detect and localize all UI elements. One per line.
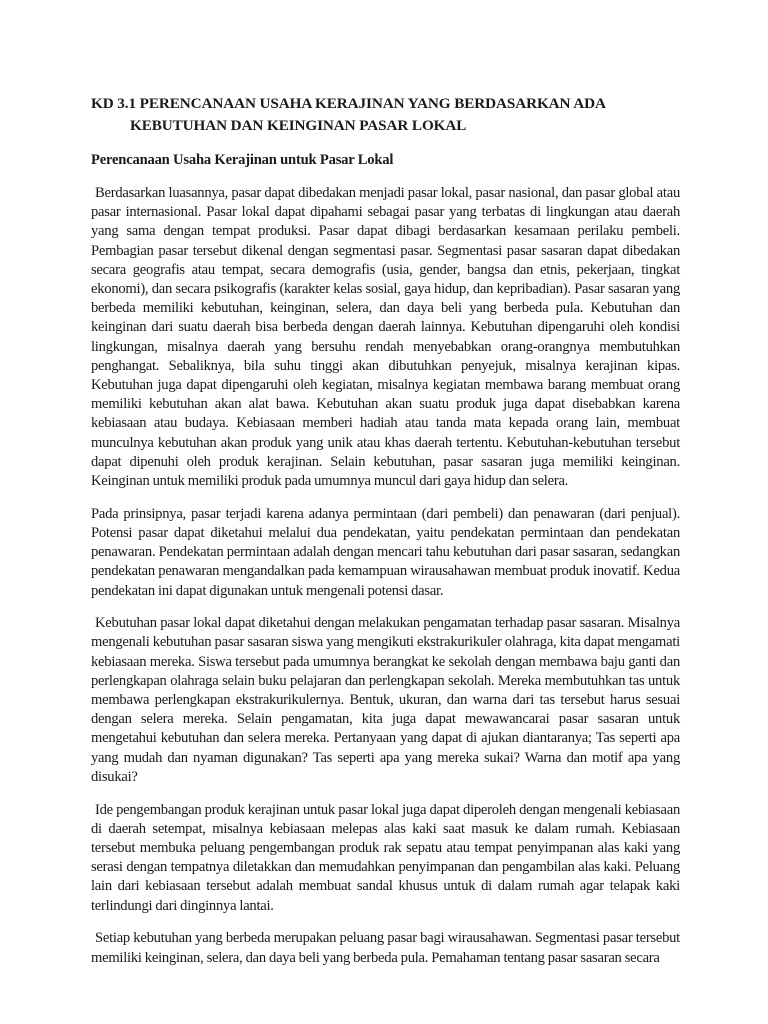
- document-page: [91, 93, 680, 981]
- paragraph-1: Berdasarkan luasannya, pasar dapat dibedakan menjadi pasar lokal, pasar nasional, dan pasar global atau pasar internasional. Pasar lokal dapat dipahami sebagai pasar yang terbatas di lingkungan atau daerah yang sama dengan tempat produksi. Pasar dapat dibagi berdasarkan kesamaan perilaku pembeli. Pembagian pasar tersebut dikenal dengan segmentasi pasar. Segmentasi pasar sasaran dapat dibedakan secara geografis atau tempat, secara demografis (usia, gender, bangsa dan etnis, pekerjaan, tingkat ekonomi), dan secara psikografis (karakter kelas sosial, gaya hidup, dan kepribadian). Pasar sasaran yang berbeda memiliki kebutuhan, keinginan, selera, dan daya beli yang berbeda pula. Kebutuhan dan keinginan dari suatu daerah bisa berbeda dengan daerah lainnya. Kebutuhan dipengaruhi oleh kondisi lingkungan, misalnya daerah yang bersuhu rendah menyebabkan orang-orangnya membutuhkan penghangat. Sebaliknya, bila suhu tinggi akan dibutuhkan penyejuk, misalnya kerajinan kipas. Kebutuhan juga dapat dipengaruhi oleh kegiatan, misalnya kegiatan membawa barang membuat orang memiliki kebutuhan akan alat bawa. Kebutuhan akan suatu produk juga dapat disebabkan karena kebiasaan atau budaya. Kebiasaan memberi hadiah atau tanda mata kepada orang lain, membuat munculnya kebutuhan akan produk yang unik atau khas daerah tertentu. Kebutuhan-kebutuhan tersebut dapat dipenuhi oleh produk kerajinan. Selain kebutuhan, pasar sasaran juga memiliki keinginan. Keinginan untuk memiliki produk pada umumnya muncul dari gaya hidup dan selera.: [91, 185, 680, 490]
- paragraph-3: Kebutuhan pasar lokal dapat diketahui dengan melakukan pengamatan terhadap pasar sasaran. Misalnya mengenali kebutuhan pasar sasaran siswa yang mengikuti ekstrakurikuler olahraga, kita dapat mengamati kebiasaan mereka. Siswa tersebut pada umumnya berangkat ke sekolah dengan membawa baju ganti dan perlengkapan olahraga selain buku pelajaran dan perlengkapan sekolah. Mereka membutuhkan tas untuk membawa perlengkapan ekstrakurikulernya. Bentuk, ukuran, dan warna dari tas tersebut harus sesuai dengan selera mereka. Selain pengamatan, kita juga dapat mewawancarai pasar sasaran untuk mengetahui kebutuhan dan selera mereka. Pertanyaan yang dapat di ajukan diantaranya; Tas seperti apa yang mudah dan nyaman digunakan? Tas seperti apa yang mereka sukai? Warna dan motif apa yang disukai?: [91, 615, 680, 785]
- paragraph-4: Ide pengembangan produk kerajinan untuk pasar lokal juga dapat diperoleh dengan mengenali kebiasaan di daerah setempat, misalnya kebiasaan melepas alas kaki saat masuk ke dalam rumah. Kebiasaan tersebut membuka peluang pengembangan produk rak sepatu atau tempat penyimpanan alas kaki yang serasi dengan tempatnya diletakkan dan memudahkan penyimpanan dan pengambilan alas kaki. Peluang lain dari kebiasaan tersebut adalah membuat sandal khusus untuk di dalam rumah agar telapak kaki terlindungi dari dinginnya lantai.: [91, 801, 680, 914]
- title-line-2: KEBUTUHAN DAN KEINGINAN PASAR LOKAL: [130, 117, 467, 134]
- paragraph-2: Pada prinsipnya, pasar terjadi karena adanya permintaan (dari pembeli) dan penawaran (dari penjual). Potensi pasar dapat diketahui melalui dua pendekatan, yaitu pendekatan permintaan dan pendekatan penawaran. Pendekatan permintaan adalah dengan mencari tahu kebutuhan dari pasar sasaran, sedangkan pendekatan penawaran mengandalkan pada kemampuan wirausahawan membuat produk inovatif. Kedua pendekatan ini dapat digunakan untuk mengenali potensi dasar.: [91, 505, 680, 599]
- section-heading: Perencanaan Usaha Kerajinan untuk Pasar Lokal: [91, 152, 394, 168]
- title-line-1: KD 3.1 PERENCANAAN USAHA KERAJINAN YANG BERDASARKAN ADA: [91, 95, 606, 112]
- document-title: [91, 93, 680, 137]
- paragraph-5: Setiap kebutuhan yang berbeda merupakan peluang pasar bagi wirausahawan. Segmentasi pasar tersebut memiliki keinginan, selera, dan daya beli yang berbeda pula. Pemahaman tentang pasar sasaran secara: [91, 930, 680, 966]
